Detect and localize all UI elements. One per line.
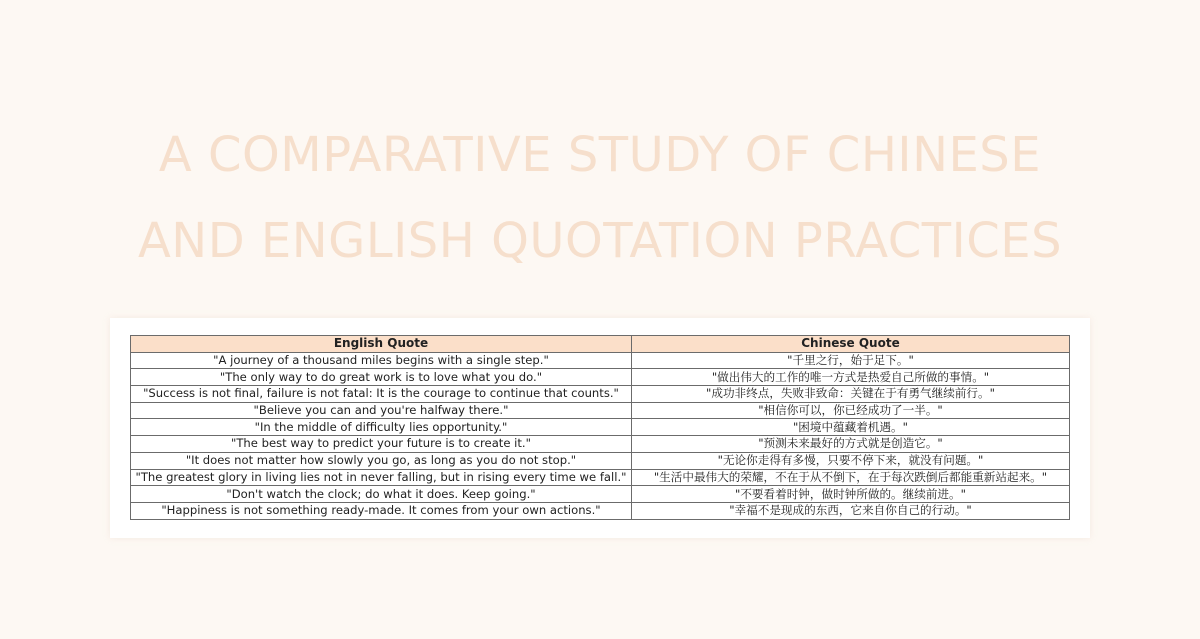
english-quote-cell: "The best way to predict your future is to create it." xyxy=(131,436,632,453)
chinese-quote-cell: "成功非终点，失败非致命：关键在于有勇气继续前行。" xyxy=(631,386,1069,403)
table-row xyxy=(131,352,1070,369)
table-row xyxy=(131,369,1070,386)
table-row xyxy=(131,502,1070,519)
table-row xyxy=(131,402,1070,419)
column-header-english: English Quote xyxy=(131,336,632,353)
table-row xyxy=(131,486,1070,503)
chinese-quote-cell: "幸福不是现成的东西，它来自你自己的行动。" xyxy=(631,502,1069,519)
table-header-row xyxy=(131,336,1070,353)
english-quote-cell: "The greatest glory in living lies not in never falling, but in rising every time we fall." xyxy=(131,469,632,486)
quotes-card xyxy=(110,318,1090,538)
english-quote-cell: "Happiness is not something ready-made. It comes from your own actions." xyxy=(131,502,632,519)
english-quote-cell: "Success is not final, failure is not fatal: It is the courage to continue that counts." xyxy=(131,386,632,403)
table-row xyxy=(131,469,1070,486)
table-row xyxy=(131,452,1070,469)
chinese-quote-cell: "预测未来最好的方式就是创造它。" xyxy=(631,436,1069,453)
chinese-quote-cell: "无论你走得有多慢，只要不停下来，就没有问题。" xyxy=(631,452,1069,469)
chinese-quote-cell: "做出伟大的工作的唯一方式是热爱自己所做的事情。" xyxy=(631,369,1069,386)
page-title-line-1: A COMPARATIVE STUDY OF CHINESE xyxy=(158,127,1042,183)
english-quote-cell: "A journey of a thousand miles begins with a single step." xyxy=(131,352,632,369)
english-quote-cell: "Don't watch the clock; do what it does. Keep going." xyxy=(131,486,632,503)
english-quote-cell: "In the middle of difficulty lies opportunity." xyxy=(131,419,632,436)
table-row xyxy=(131,386,1070,403)
chinese-quote-cell: "困境中蕴藏着机遇。" xyxy=(631,419,1069,436)
english-quote-cell: "Believe you can and you're halfway there." xyxy=(131,402,632,419)
english-quote-cell: "It does not matter how slowly you go, as long as you do not stop." xyxy=(131,452,632,469)
column-header-chinese: Chinese Quote xyxy=(631,336,1069,353)
chinese-quote-cell: "相信你可以，你已经成功了一半。" xyxy=(631,402,1069,419)
table-row xyxy=(131,419,1070,436)
page-title-line-2: AND ENGLISH QUOTATION PRACTICES xyxy=(137,213,1063,269)
quotes-table xyxy=(130,335,1070,520)
chinese-quote-cell: "不要看着时钟，做时钟所做的。继续前进。" xyxy=(631,486,1069,503)
chinese-quote-cell: "生活中最伟大的荣耀，不在于从不倒下，在于每次跌倒后都能重新站起来。" xyxy=(631,469,1069,486)
page-title xyxy=(0,112,1200,284)
chinese-quote-cell: "千里之行，始于足下。" xyxy=(631,352,1069,369)
table-row xyxy=(131,436,1070,453)
english-quote-cell: "The only way to do great work is to love what you do." xyxy=(131,369,632,386)
